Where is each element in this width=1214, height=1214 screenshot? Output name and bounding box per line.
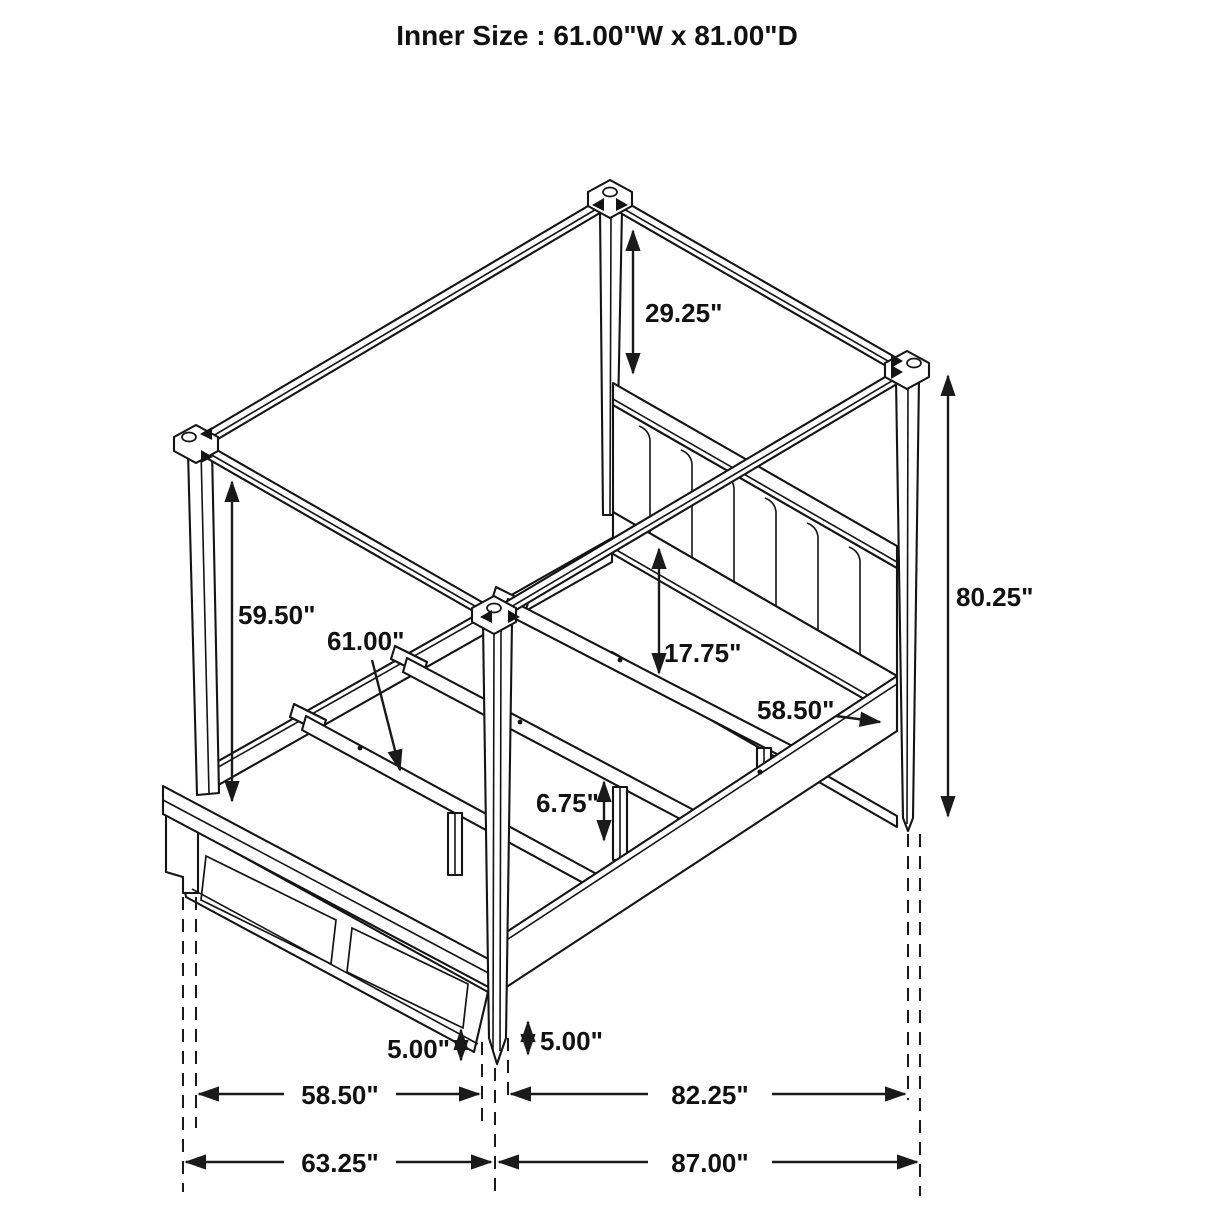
dim-label-canopy-to-headboard: 29.25" [645,298,723,328]
dim-label-overall-length: 87.00" [671,1148,749,1178]
headboard [613,383,897,718]
dimension-overall-width [186,1148,491,1178]
left-post [188,450,219,795]
dim-label-headboard-panel: 17.75" [664,638,742,668]
dim-label-slat-length: 61.00" [327,626,405,656]
dimension-footboard-width [199,1080,479,1110]
footboard [163,786,494,1052]
dimension-support-leg [536,782,604,840]
dimension-rail-outer-length [511,1080,905,1110]
dim-label-support-leg: 6.75" [536,788,599,818]
dimension-overall-length [499,1148,917,1178]
dimension-side-leg [528,1022,603,1056]
dim-label-inner-rail-length: 58.50" [757,695,835,725]
right-post [896,377,919,831]
dim-label-footboard-width: 58.50" [301,1080,379,1110]
dim-label-post-inner-height: 59.50" [238,600,316,630]
dim-label-overall-width: 63.25" [301,1148,379,1178]
canopy-corner-cap [174,425,218,463]
dimension-overall-height [948,376,1033,816]
dim-label-overall-height: 80.25" [956,582,1034,612]
dim-label-side-leg: 5.00" [540,1026,603,1056]
dim-label-rail-outer-length: 82.25" [671,1080,749,1110]
page-title: Inner Size : 61.00"W x 81.00"D [396,20,798,51]
side-rail-near [505,676,897,988]
dimension-footboard-leg [387,1030,461,1064]
dim-label-footboard-leg: 5.00" [387,1034,450,1064]
